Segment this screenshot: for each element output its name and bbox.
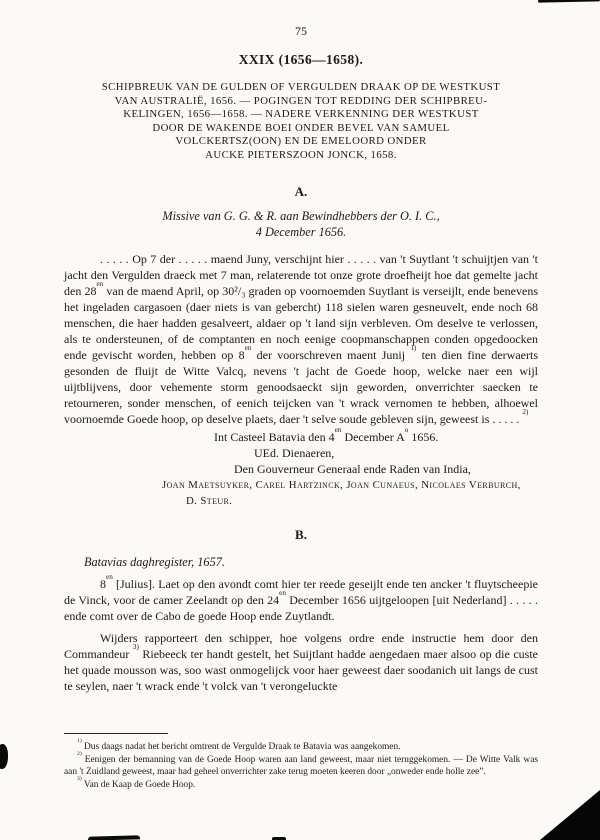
section-a-source — [64, 208, 538, 241]
scan-artifact-top-edge — [538, 0, 600, 3]
page-content — [64, 0, 538, 694]
footnote-3: $^{3)}$ Van de Kaap de Goede Hoop. — [77, 776, 196, 790]
footnote-rule — [64, 733, 168, 734]
footnote-1: $^{1)}$ Dus daags nadat het bericht omtrent de Vergulde Draak te Batavia was aangekomen. — [77, 738, 401, 752]
heading-line: VOLCKERTSZ(OON) EN DE EMELOORD ONDER — [175, 135, 427, 148]
section-b-label: B. — [295, 526, 307, 542]
dateline: Int Casteel Batavia den $4^{en}$ December $A^o$ 1656. — [214, 425, 439, 444]
heading-line: KELINGEN, 1656—1658. — NADERE VERKENNING DER WESTKUST — [123, 108, 479, 121]
section-a-label: A. — [294, 183, 308, 199]
footnotes-block — [64, 733, 538, 792]
signature-salutation: UEd. Dienaeren, — [254, 445, 335, 460]
signature-names-continued: D. Steur. — [186, 494, 233, 507]
source-date-line: 4 December 1656. — [255, 225, 347, 240]
signature-office: Den Gouverneur Generaal ende Raden van India, — [234, 461, 471, 476]
section-b-source: Batavias daghregister, 1657. — [84, 554, 225, 569]
chapter-heading — [64, 81, 538, 163]
heading-line: DOOR DE WAKENDE BOEI ONDER BEVEL VAN SAMUEL — [152, 121, 450, 134]
page-number: 75 — [295, 24, 307, 38]
scan-artifact-bottom-smudge — [88, 835, 140, 840]
heading-line: AUCKE PIETERSZOON JONCK, 1658. — [205, 148, 397, 161]
heading-line: SCHIPBREUK VAN DE GULDEN OF VERGULDEN DRAAK OP DE WESTKUST — [101, 81, 501, 93]
source-title-line: Missive van G. G. & R. aan Bewindhebbers der O. I. C., — [162, 208, 440, 223]
footnote-2: $^{2)}$ Eenigen der bemanning van de Goede Hoop waren aan land geweest, maar niet teruggekomen. — De Witte Valk was aan 't Zuidland geweest, maar had geheel onverrichter zake terug moeten keeren door „onweder ende holle zee”. — [64, 751, 538, 777]
signature-names: Joan Maetsuyker, Carel Hartzinck, Joan Cunaeus, Nicolaes Verburch, — [162, 478, 521, 491]
scan-artifact-corner-triangle — [540, 790, 600, 840]
section-b-paragraph-1: $8^{en}$ [Julius]. Laet op den avondt comt hier ter reede geseijlt ende ten ancker 't fluytscheepie de Vinck, voor de camer Zeelandt op den $24^{en}$ December 1656 uijtgeloopen [uit Nederland] . . . . . ende comt over de Cabo de goede Hoop ende Zuytlandt. — [64, 572, 538, 623]
heading-line: VAN AUSTRALIË, 1656. — POGINGEN TOT REDDING DER SCHIPBREU- — [114, 94, 488, 107]
scan-artifact-left-blob — [0, 744, 8, 769]
section-a-body-paragraph: . . . . . Op 7 der . . . . . maend Juny, verschijnt hier . . . . . van 't Suytlant 't schuijtjen van 't jacht den Vergulden draeck met 7 man, relaterende tot onze grote droefheijt hoe dat gemelte jacht den $28^{en}$ van de maend April, op 30²/₃ graden op voornoemden Suytlant is verseijlt, ende benevens het ingeladen cargasoen (daer niets is van gebercht) 118 sielen waren gesneuvelt, ende noch 68 menschen, die haer hadden gesalveert, aldaer op 't land sijn verbleven. Om deselve te verlossen, als te ondersteunen, of de comptanten en noch eenige coopmanschappen conden opgedoocken ende gevischt worden, hebben op $8^{en}$ der voorschreven maent Junij $^{1)}$ ten dien fine derwaerts gesonden de fluijt de Witte Valcq, nevens 't jacht de Goede hoop, welcke naer een wijl uijtblijvens, door vehemente storm genoodsaeckt sijn geworden, onverrichter saecken te retourneren, sonder menschen, of eenich teijcken van 't wrack vernomen te hebben, alhoewel voornoemde Goede hoop, op deselve plaets, daer 't selve soude gebleven sijn, geweest is . . . . . $^{2)}$ — [64, 251, 538, 426]
section-b-paragraph-2: Wijders rapporteert den schipper, hoe volgens ordre ende instructie hem door den Commandeur $^{3)}$ Riebeeck ter handt gestelt, het Suijtlant hadde aengedaen maer alsoo op die custe het quade mousson was, soo wast onmogelijck voor haer geweest daer soodanich uit langs de cust te seylen, naer 't wrack ende 't volck van 't verongeluckte — [64, 630, 538, 693]
chapter-title: XXIX (1656—1658). — [238, 52, 364, 67]
